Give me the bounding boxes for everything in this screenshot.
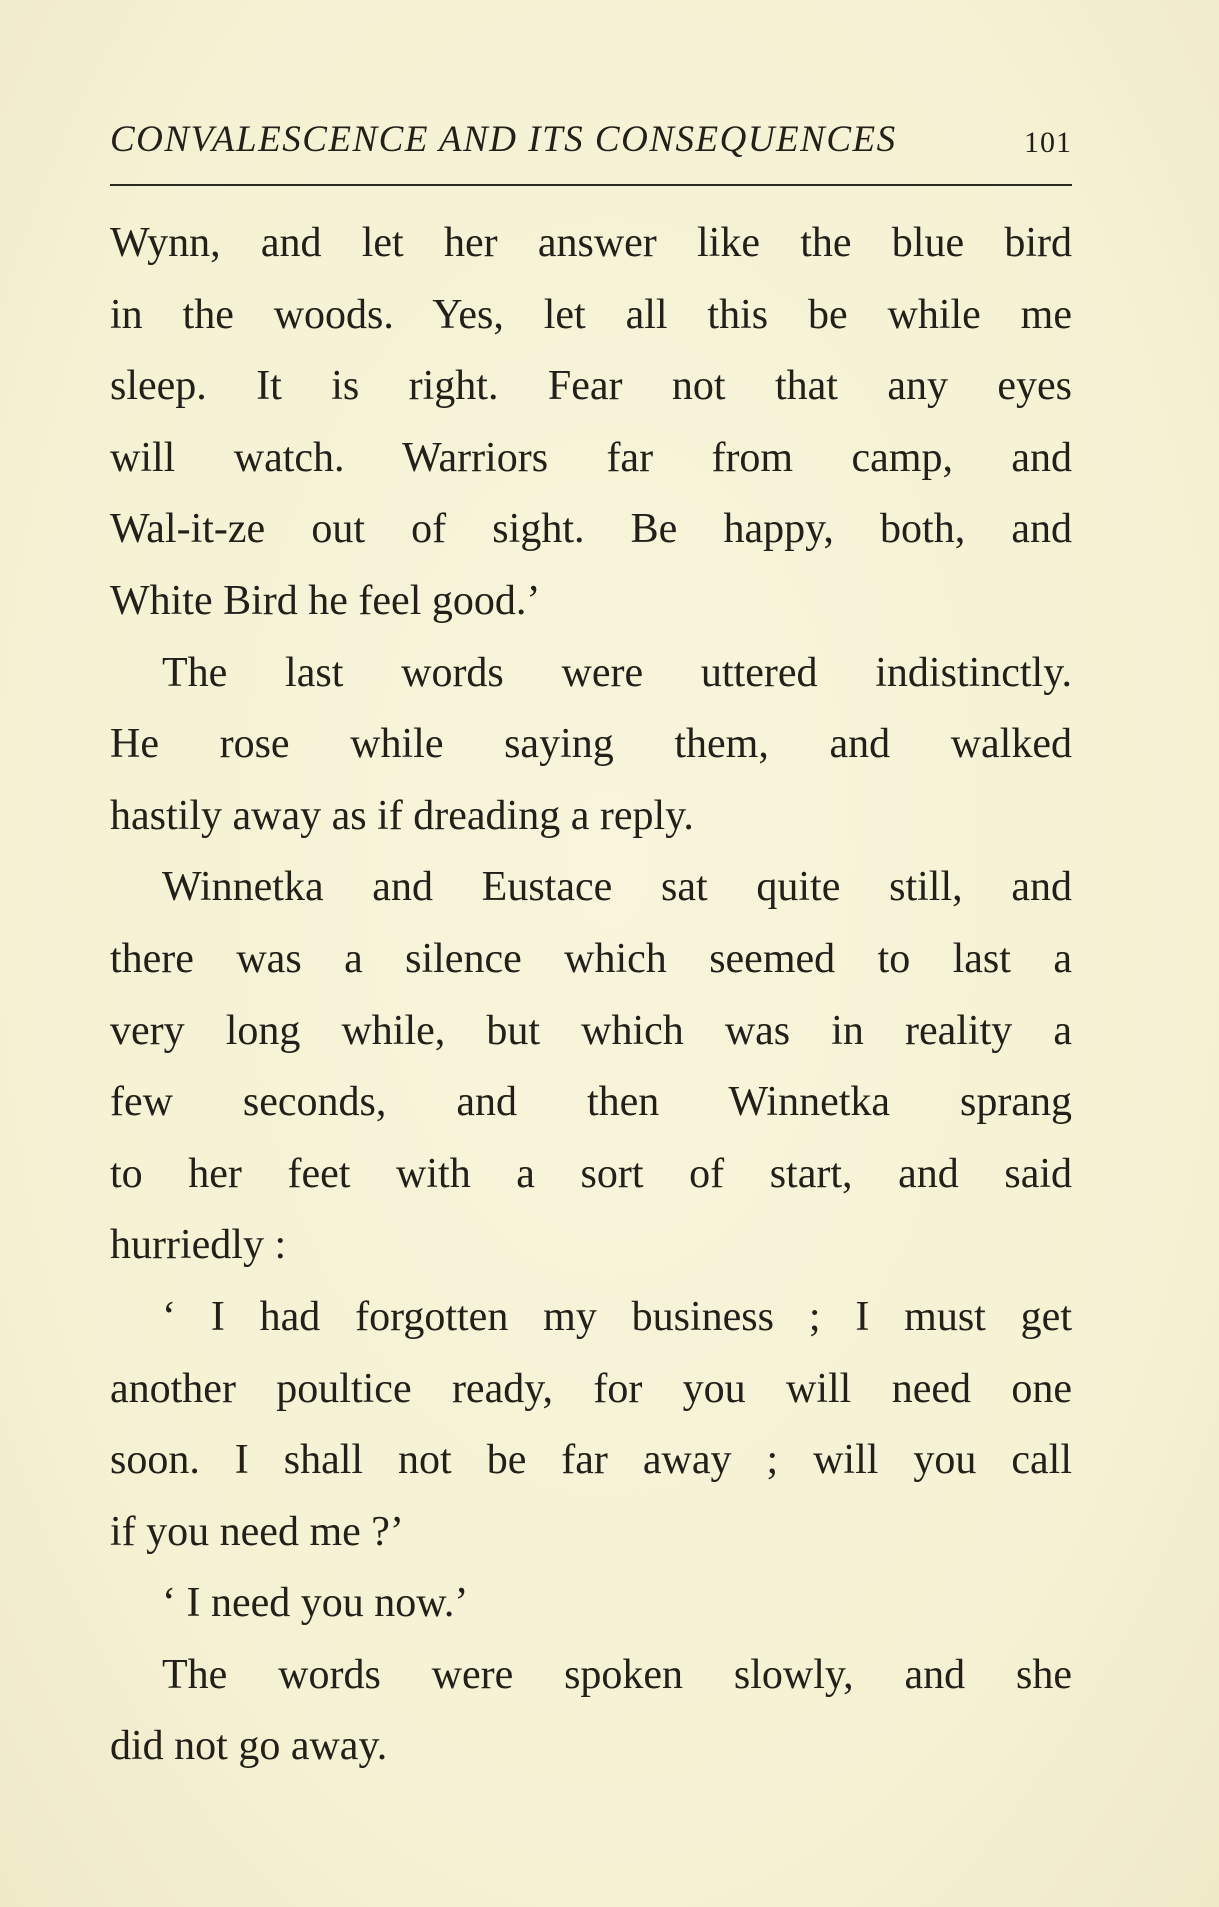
text-line: did not go away. [110,1723,388,1770]
paragraph-start-line: The last words were uttered indistinctly. [162,649,1072,696]
paragraph-start-line: ‘ I need you now.’ [162,1580,469,1627]
text-line: He rose while saying them, and walked [110,721,1072,768]
text-line: few seconds, and then Winnetka sprang [110,1079,1072,1126]
text-line: another poultice ready, for you will need one [110,1365,1072,1412]
text-line: will watch. Warriors far from camp, and [110,434,1072,481]
running-head [110,118,1072,168]
running-title: CONVALESCENCE AND ITS CONSEQUENCES [110,119,897,160]
paragraph-start-line: The words were spoken slowly, and she [162,1651,1072,1698]
text-line: Wal-it-ze out of sight. Be happy, both, and [110,506,1072,553]
text-line: to her feet with a sort of start, and said [110,1150,1072,1197]
text-line: sleep. It is right. Fear not that any eyes [110,363,1072,410]
text-line: White Bird he feel good.’ [110,577,541,624]
text-line: hurriedly : [110,1222,287,1269]
page-number: 101 [1024,126,1072,159]
header-rule [110,184,1072,186]
paragraph-start-line: ‘ I had forgotten my business ; I must get [162,1293,1072,1340]
body-text [110,208,1072,1783]
text-line: Wynn, and let her answer like the blue bird [110,220,1072,266]
text-line: soon. I shall not be far away ; will you call [110,1437,1072,1484]
paragraph-start-line: Winnetka and Eustace sat quite still, and [162,864,1072,911]
text-line: if you need me ?’ [110,1508,404,1555]
text-line: there was a silence which seemed to last a [110,935,1072,982]
text-line: hastily away as if dreading a reply. [110,792,694,839]
text-line: in the woods. Yes, let all this be while me [110,291,1072,338]
text-line: very long while, but which was in reality a [110,1007,1072,1054]
